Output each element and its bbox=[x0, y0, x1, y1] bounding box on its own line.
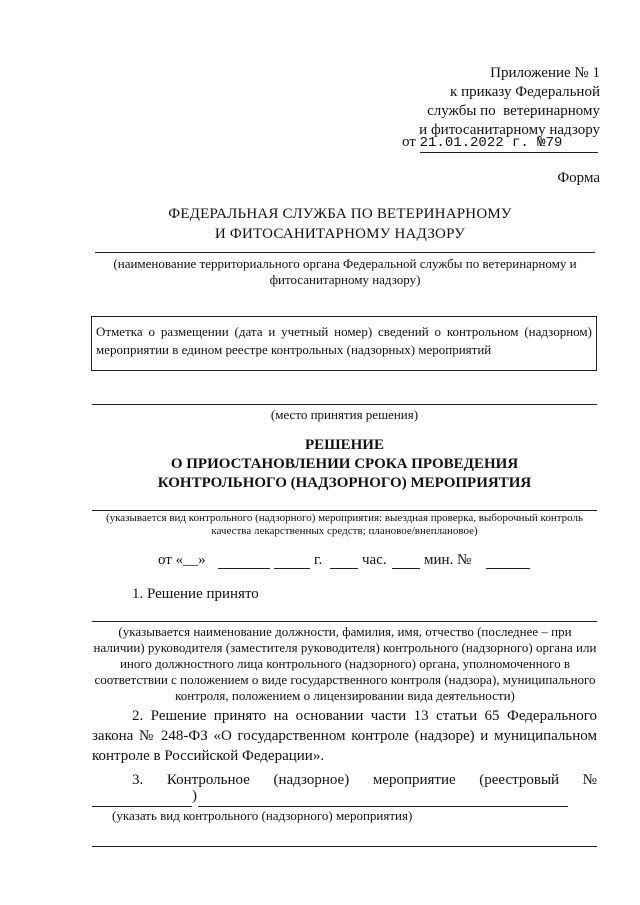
date-month-blank-2 bbox=[274, 568, 310, 569]
section3-word-3: (надзорное) bbox=[273, 772, 350, 788]
date-hours-label: час. bbox=[362, 552, 387, 568]
appendix-line-3: службы по ветеринарному bbox=[427, 103, 600, 119]
date-minutes-blank bbox=[392, 568, 420, 569]
appendix-block bbox=[300, 64, 600, 140]
registry-box-line-1: Отметка о размещении (дата и учетный номер) сведений о контрольном (надзорном) bbox=[96, 324, 592, 339]
date-number-blank bbox=[486, 568, 530, 569]
section3-word-4: мероприятие bbox=[372, 772, 456, 788]
section3-type-blank bbox=[198, 806, 568, 807]
date-line bbox=[0, 552, 640, 574]
section1-caption-line-2: наличии) руководителя (заместителя руководителя) контрольного (надзорного) органа или bbox=[93, 640, 597, 655]
section3-bottom-line bbox=[92, 846, 597, 847]
date-year-label: г. bbox=[314, 552, 323, 568]
date-month-blank bbox=[218, 568, 270, 569]
section3-number-blank bbox=[92, 806, 192, 807]
section3-paren-close: ) bbox=[192, 788, 197, 804]
form-label: Форма bbox=[557, 170, 600, 186]
section1-caption-line-5: контроля, положением о лицензировании вида деятельности) bbox=[175, 688, 515, 703]
appendix-date-value: 21.01.2022 г. № bbox=[419, 135, 546, 151]
title-line-3: КОНТРОЛЬНОГО (НАДЗОРНОГО) МЕРОПРИЯТИЯ bbox=[157, 475, 532, 491]
agency-caption bbox=[95, 256, 595, 288]
appendix-date-row bbox=[402, 134, 602, 151]
type-caption bbox=[92, 512, 597, 538]
appendix-date-underline bbox=[420, 152, 598, 153]
date-from-label: от «__» bbox=[158, 552, 206, 568]
appendix-date-prefix: от bbox=[402, 134, 416, 150]
section1-caption bbox=[88, 624, 602, 704]
place-caption: (место принятия решения) bbox=[270, 407, 419, 422]
date-hours-blank bbox=[330, 568, 358, 569]
appendix-line-2: к приказу Федеральной bbox=[450, 84, 600, 100]
section2-line-3: контроле в Российской Федерации». bbox=[92, 748, 325, 764]
agency-line-1: ФЕДЕРАЛЬНАЯ СЛУЖБА ПО ВЕТЕРИНАРНОМУ bbox=[168, 206, 512, 222]
section3-word-1: 3. bbox=[132, 772, 144, 788]
registry-box-line-2: мероприятии в едином реестре контрольных (надзорных) мероприятий bbox=[96, 342, 492, 357]
section2-paragraph bbox=[92, 706, 597, 766]
title-line-1: РЕШЕНИЕ bbox=[305, 437, 384, 453]
section1-heading: 1. Решение принято bbox=[132, 586, 259, 602]
section1-caption-line-4: соответствии с положением о виде государственного контроля (надзора), муниципального bbox=[94, 672, 596, 687]
type-caption-line-2: качества лекарственных средств; плановое/внеплановое) bbox=[211, 525, 478, 537]
section1-caption-line-3: иного должностного лица контрольного (надзорного) органа, уполномоченного в bbox=[119, 656, 571, 671]
title-line-2: О ПРИОСТАНОВЛЕНИИ СРОКА ПРОВЕДЕНИЯ bbox=[170, 456, 519, 472]
section1-underline bbox=[92, 621, 597, 622]
appendix-number-value: 79 bbox=[545, 135, 563, 151]
section2-line-2: закона № 248-ФЗ «О государственном контроле (надзоре) и муниципальном bbox=[92, 728, 597, 744]
section1-caption-line-1: (указывается наименование должности, фамилия, имя, отчество (последнее – при bbox=[118, 624, 572, 639]
agency-caption-line-1: (наименование территориального органа Федеральной службы по ветеринарному и bbox=[113, 256, 577, 271]
type-underline bbox=[92, 510, 597, 511]
section2-line-1: 2. Решение принято на основании части 13 статьи 65 Федерального bbox=[132, 708, 597, 724]
type-caption-line-1: (указывается вид контрольного (надзорного) мероприятия: выездная проверка, выборочный контроль bbox=[105, 512, 584, 524]
agency-line-2: И ФИТОСАНИТАРНОМУ НАДЗОРУ bbox=[214, 226, 466, 242]
agency-name bbox=[40, 204, 640, 244]
section3-word-2: Контрольное bbox=[166, 772, 250, 788]
document-title bbox=[92, 436, 597, 493]
section3-word-6: № bbox=[582, 772, 597, 788]
section3-word-5: (реестровый bbox=[479, 772, 560, 788]
agency-underline bbox=[95, 252, 595, 253]
date-minutes-label: мин. № bbox=[424, 552, 472, 568]
appendix-line-1: Приложение № 1 bbox=[490, 65, 600, 81]
section3-line-1 bbox=[132, 772, 597, 789]
agency-caption-line-2: фитосанитарному надзору) bbox=[269, 272, 421, 287]
place-underline bbox=[92, 404, 597, 405]
registry-mark-box bbox=[91, 316, 597, 371]
section3-caption: (указать вид контрольного (надзорного) мероприятия) bbox=[112, 808, 413, 823]
appendix-line-4: и фитосанитарному надзору bbox=[419, 122, 600, 138]
